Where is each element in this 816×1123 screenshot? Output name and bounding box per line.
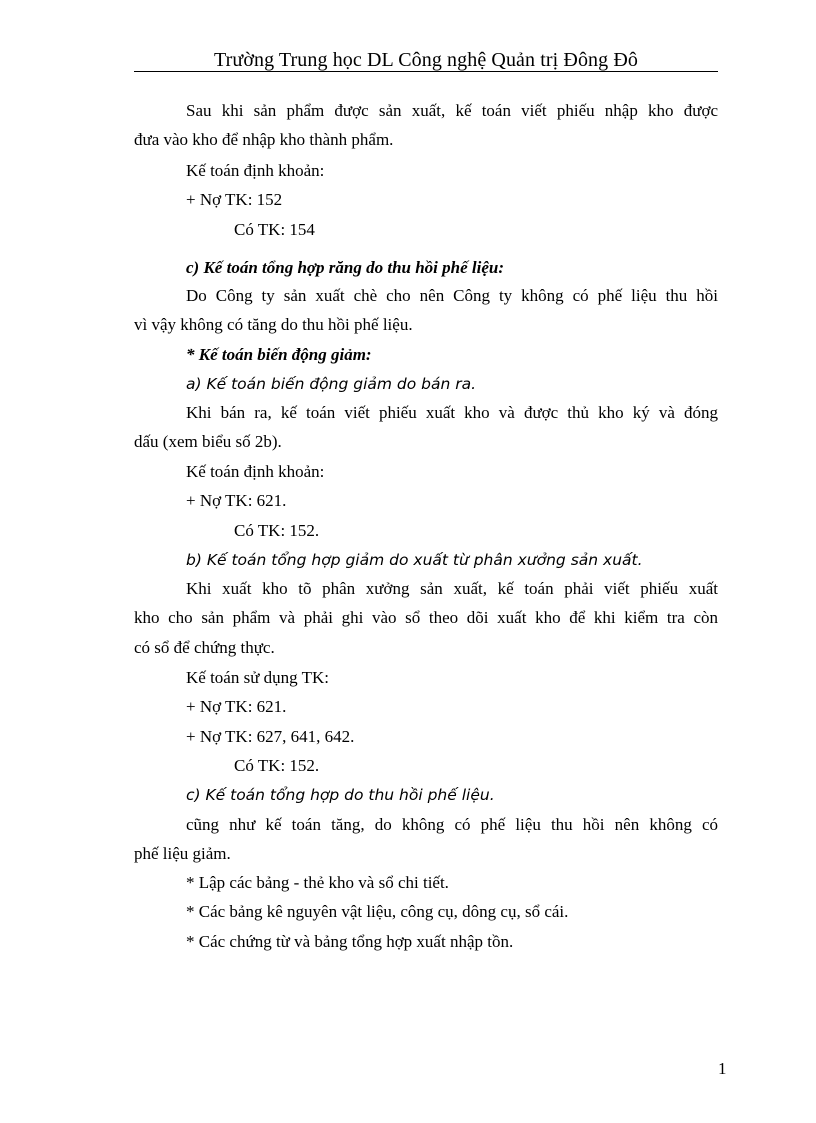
- paragraph-line: vì vậy không có tăng do thu hồi phế liệu.: [134, 315, 413, 334]
- paragraph-line: Khi bán ra, kế toán viết phiếu xuất kho và được thủ kho ký và đóng: [186, 403, 718, 422]
- paragraph-line: Kế toán sử dụng TK:: [186, 668, 329, 687]
- entry-line: Có TK: 152.: [234, 521, 320, 540]
- section-heading: * Kế toán biến động giảm:: [186, 345, 372, 364]
- paragraph-line: cũng như kế toán tăng, do không có phế liệu thu hồi nên không có: [186, 815, 718, 834]
- paragraph-line: đưa vào kho để nhập kho thành phẩm.: [134, 130, 394, 149]
- paragraph-line: Kế toán định khoản:: [186, 462, 325, 481]
- entry-line: + Nợ TK: 621.: [186, 697, 287, 716]
- subsection-heading: c) Kế toán tổng hợp do thu hồi phế liệu.: [186, 786, 495, 804]
- bullet-line: * Lập các bảng - thẻ kho và sổ chi tiết.: [186, 873, 449, 892]
- subsection-heading: b) Kế toán tổng hợp giảm do xuất từ phân xưởng sản xuất.: [186, 551, 643, 569]
- subsection-heading: a) Kế toán biến động giảm do bán ra.: [186, 375, 477, 393]
- page-header: Trường Trung học DL Công nghệ Quản trị Đông Đô: [214, 49, 638, 71]
- paragraph-line: Khi xuất kho tõ phân xưởng sản xuất, kế toán phải viết phiếu xuất: [186, 579, 718, 598]
- paragraph-line: Kế toán định khoản:: [186, 161, 325, 180]
- page-number: 1: [718, 1059, 727, 1078]
- section-heading: c) Kế toán tổng hợp răng do thu hồi phế liệu:: [186, 258, 505, 277]
- bullet-line: * Các chứng từ và bảng tổng hợp xuất nhập tồn.: [186, 932, 514, 951]
- entry-line: Có TK: 154: [234, 220, 315, 239]
- paragraph-line: phế liệu giảm.: [134, 844, 231, 863]
- entry-line: Có TK: 152.: [234, 756, 320, 775]
- paragraph-line: Do Công ty sản xuất chè cho nên Công ty không có phế liệu thu hồi: [186, 286, 718, 305]
- header-underline: [134, 71, 718, 72]
- paragraph-line: có sổ để chứng thực.: [134, 638, 275, 657]
- paragraph-line: dấu (xem biểu số 2b).: [134, 432, 282, 451]
- entry-line: + Nợ TK: 627, 641, 642.: [186, 727, 355, 746]
- entry-line: + Nợ TK: 621.: [186, 491, 287, 510]
- bullet-line: * Các bảng kê nguyên vật liệu, công cụ, dông cụ, sổ cái.: [186, 902, 569, 921]
- paragraph-line: kho cho sản phẩm và phải ghi vào sổ theo dõi xuất kho để khi kiểm tra còn: [134, 608, 718, 627]
- entry-line: + Nợ TK: 152: [186, 190, 283, 209]
- paragraph-line: Sau khi sản phẩm được sản xuất, kế toán viết phiếu nhập kho được: [186, 101, 718, 120]
